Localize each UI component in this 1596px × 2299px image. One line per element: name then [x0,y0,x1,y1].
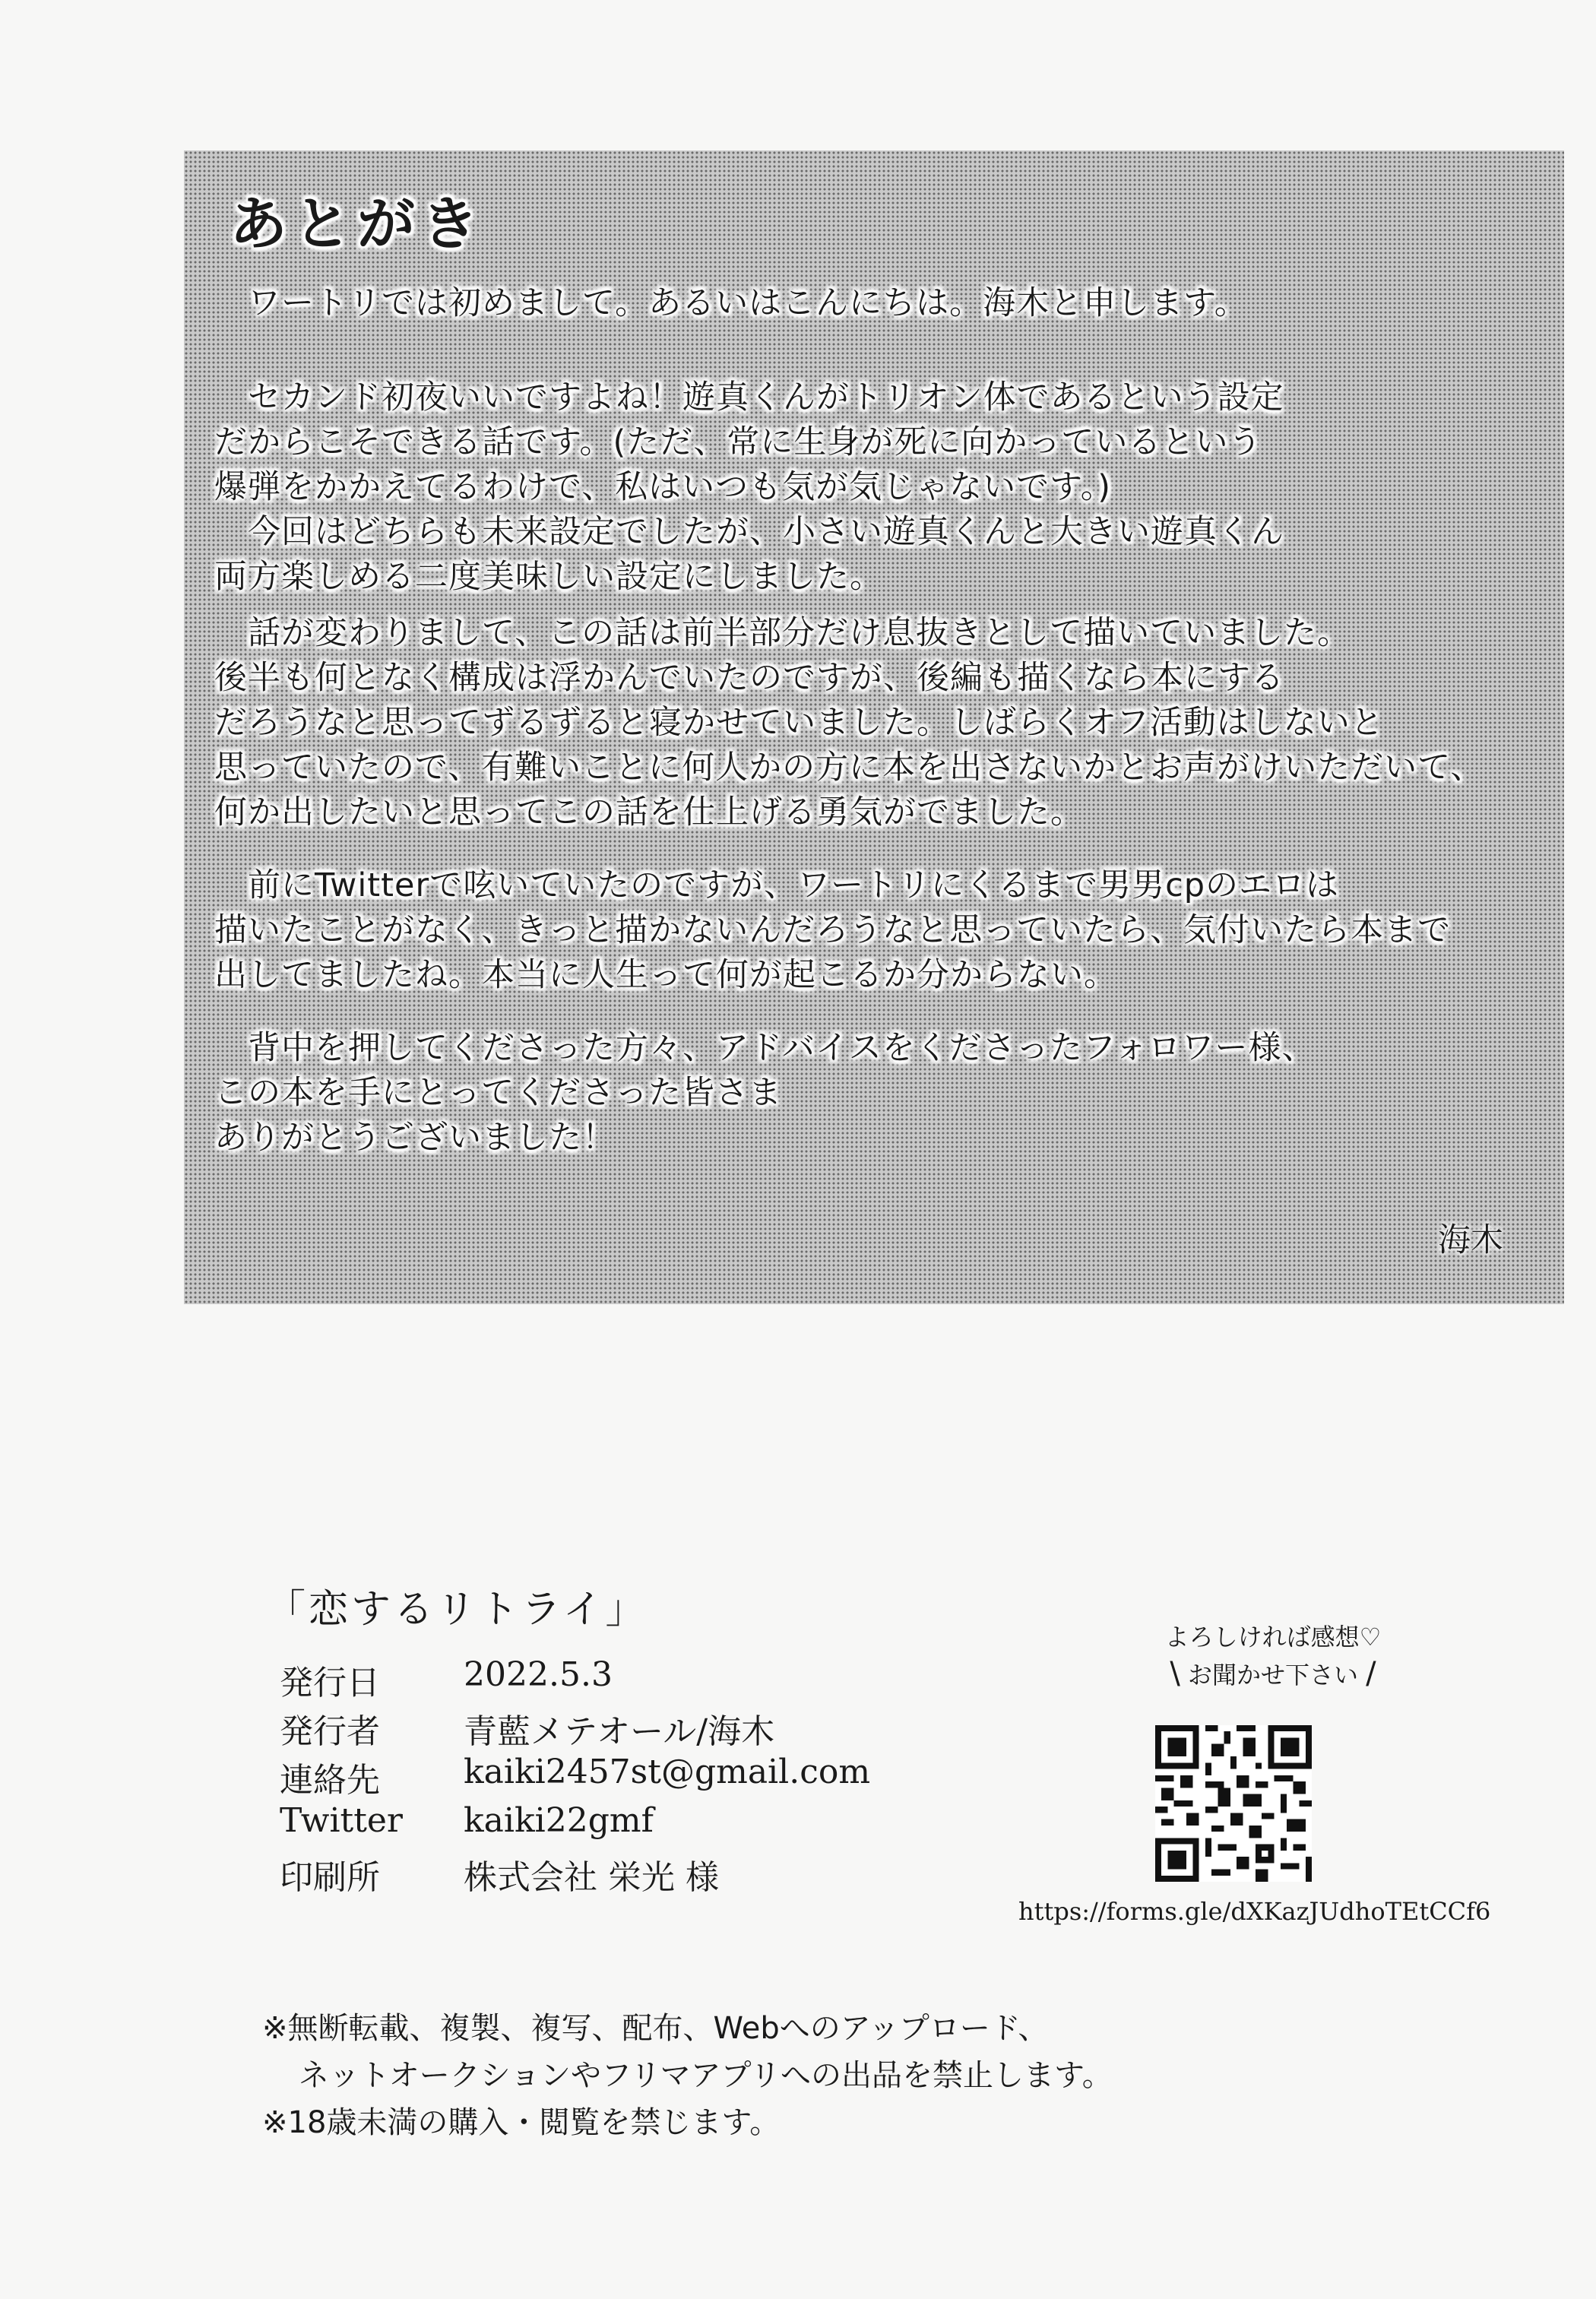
text-line: ありがとうございました！ [214,1119,616,1157]
colophon-value: 青藍メテオール/海木 [464,1712,775,1751]
afterword-panel [184,150,1564,1304]
colophon-label: Twitter [280,1801,403,1840]
afterword-paragraph-1 [214,281,1248,326]
signature: 海木 [1438,1221,1503,1259]
colophon-value: 2022.5.3 [464,1655,613,1694]
survey-caption-line-1: よろしければ感想♡ [1164,1623,1382,1651]
text-line: 出してましたね。本当に人生って何が起こるか分からない。 [214,956,1117,994]
afterword-paragraph-5 [214,1026,1316,1161]
notice-line-1: ※無断転載、複製、複写、配布、Webへのアップロード、 [262,2011,1049,2046]
text-line: だろうなと思ってずるずると寝かせていました。しばらくオフ活動はしないと [214,704,1384,742]
afterword-paragraph-4 [214,863,1451,998]
text-line: 爆弾をかかえてるわけで、私はいつも気が気じゃないです。) [214,468,1111,506]
notice-line-2: ネットオークションやフリマアプリへの出品を禁止します。 [299,2058,1113,2093]
text-line: 思っていたので、有難いことに何人かの方に本を出さないかとお声がけいただいて、 [214,749,1484,787]
colophon-value: kaiki22gmf [464,1801,654,1840]
colophon-label: 印刷所 [280,1858,380,1897]
text-line: 描いたことがなく、きっと描かないんだろうなと思っていたら、気付いたら本まで [214,911,1452,949]
colophon-value: 株式会社 栄光 様 [464,1858,719,1897]
decor-stroke-right: / [1366,1656,1376,1691]
colophon-label: 発行者 [280,1712,380,1751]
text-line: だからこそできる話です。(ただ、常に生身が死に向かっているという [214,423,1262,461]
text-line: ワートリでは初めまして。あるいはこんにちは。海木と申します。 [214,284,1248,322]
text-line: 背中を押してくださった方々、アドバイスをくださったフォロワー様、 [214,1029,1316,1067]
legal-notice [262,2005,1113,2146]
afterword-paragraph-2 [214,375,1284,600]
book-title: 「恋するリトライ」 [266,1587,648,1632]
text-line: 両方楽しめる二度美味しい設定にしました。 [214,558,883,596]
text-line: 話が変わりまして、この話は前半部分だけ息抜きとして描いていました。 [214,614,1351,652]
colophon-label: 発行日 [280,1664,380,1702]
text-line: 前にTwitterで呟いていたのですが、ワートリにくるまで男男cpのエロは [214,866,1340,904]
survey-caption-line-2-wrap [1110,1655,1436,1693]
text-line: 後半も何となく構成は浮かんでいたのですが、後編も描くなら本にする [214,659,1284,697]
colophon-label: 連絡先 [280,1761,380,1800]
colophon-value: kaiki2457st@gmail.com [464,1753,871,1791]
decor-stroke-left: \ [1170,1656,1180,1691]
survey-caption-line-2: お聞かせ下さい [1187,1661,1358,1689]
text-line: この本を手にとってくださった皆さま [214,1074,783,1112]
text-line: セカンド初夜いいですよね！遊真くんがトリオン体であるという設定 [214,378,1284,416]
text-line: 今回はどちらも未来設定でしたが、小さい遊真くんと大きい遊真くん [214,513,1284,551]
survey-url[interactable]: https://forms.gle/dXKazJUdhoTEtCCf6 [1018,1897,1491,1926]
text-line: 何か出したいと思ってこの話を仕上げる勇気がでました。 [214,793,1084,831]
notice-line-3: ※18歳未満の購入・閲覧を禁じます。 [262,2105,781,2140]
afterword-paragraph-3 [214,611,1484,835]
qr-code-icon[interactable] [1155,1725,1312,1882]
afterword-title: あとがき [230,190,485,258]
survey-caption [1110,1619,1436,1693]
